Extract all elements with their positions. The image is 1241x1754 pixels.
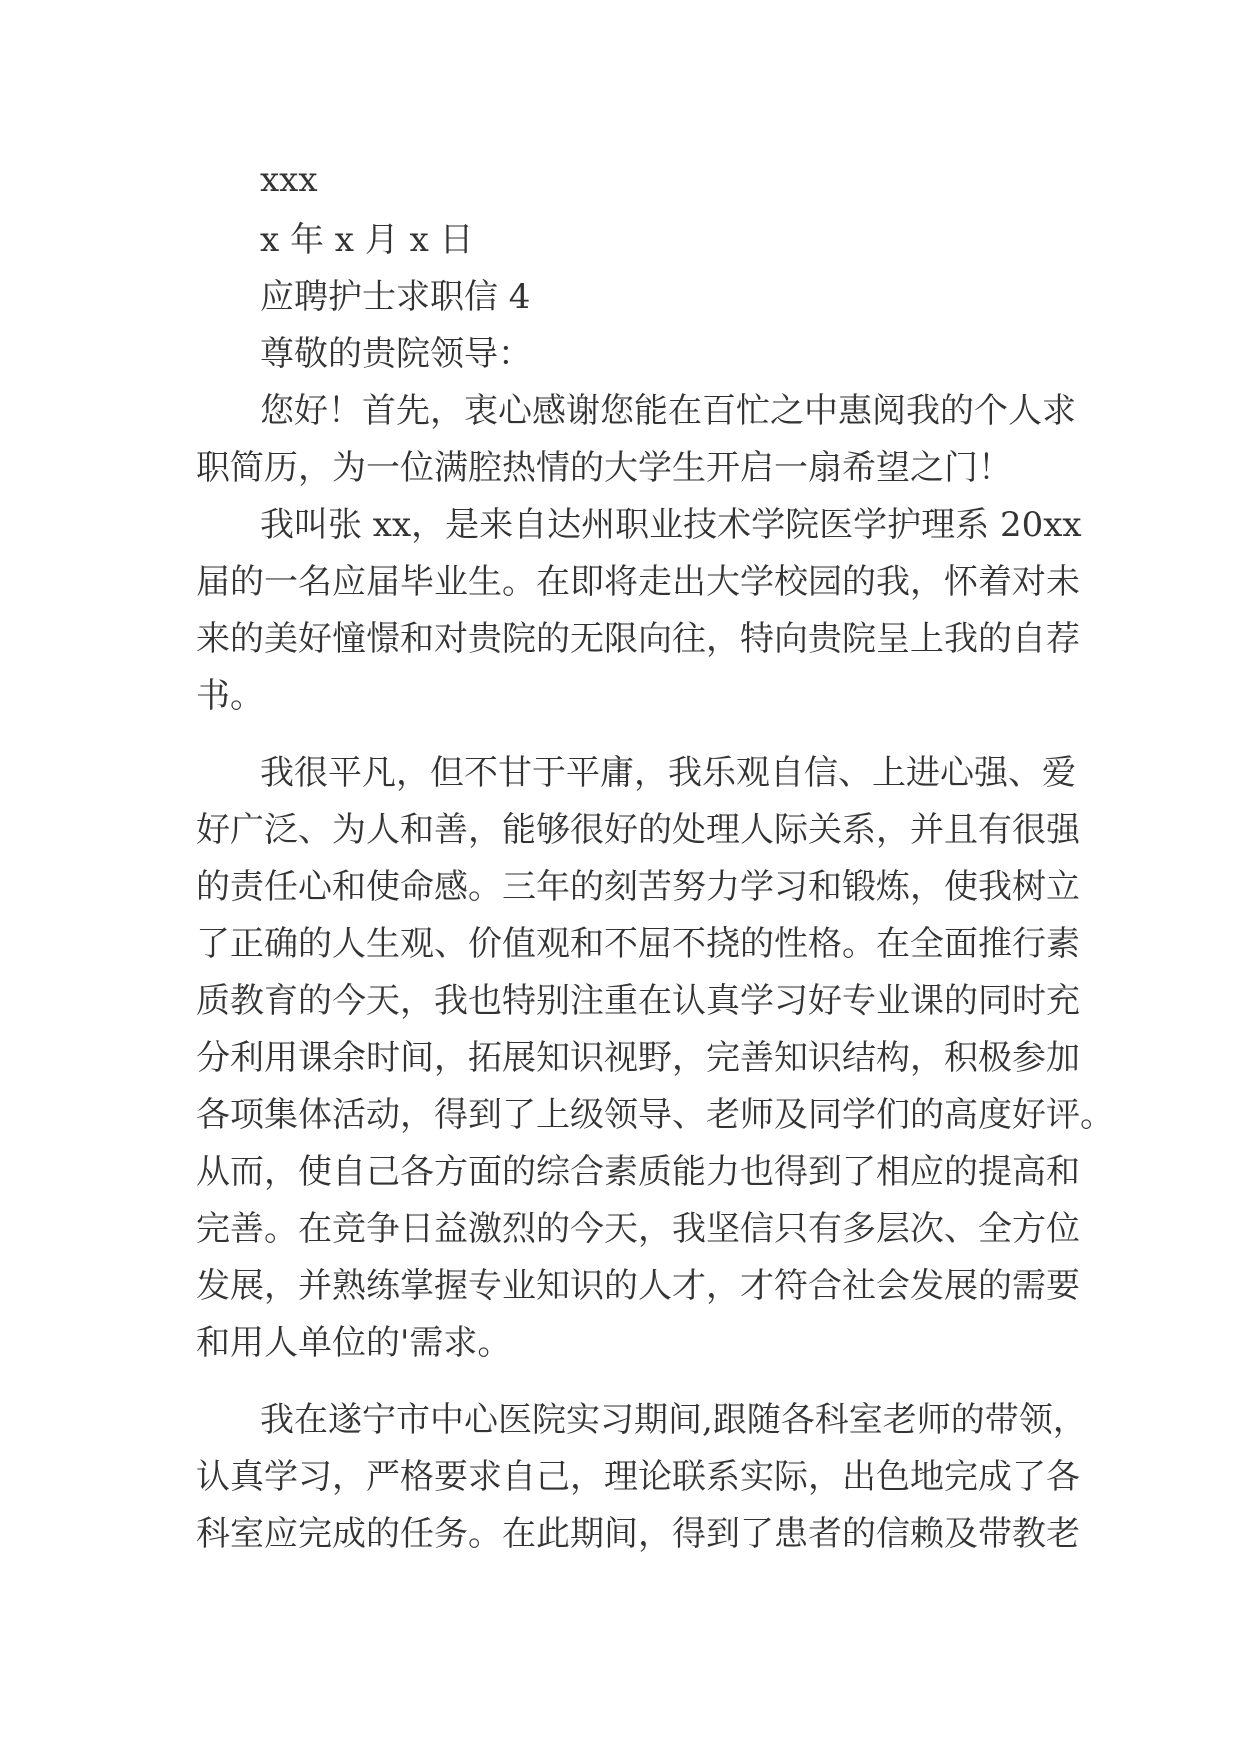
paragraph-line: 完善。在竞争日益激烈的今天，我坚信只有多层次、全方位 — [196, 1209, 1080, 1249]
paragraph-line: 职简历，为一位满腔热情的大学生开启一扇希望之门！ — [196, 448, 1012, 488]
paragraph-line: 认真学习，严格要求自己，理论联系实际，出色地完成了各 — [196, 1457, 1080, 1497]
paragraph-2 — [196, 497, 1082, 725]
letter-body — [196, 160, 1114, 1563]
signature-line: xxx — [260, 160, 318, 200]
paragraph-line: 好广泛、为人和善，能够很好的处理人际关系，并且有很强 — [196, 810, 1080, 850]
date-line: x 年 x 月 x 日 — [260, 220, 474, 260]
paragraph-line: 和用人单位的'需求。 — [196, 1323, 512, 1363]
salutation: 尊敬的贵院领导： — [260, 334, 532, 374]
paragraph-line: 您好！首先，衷心感谢您能在百忙之中惠阅我的个人求 — [260, 391, 1076, 431]
paragraph-line: 各项集体活动，得到了上级领导、老师及同学们的高度好评。 — [196, 1095, 1114, 1135]
paragraph-3 — [196, 745, 1114, 1372]
paragraph-1 — [196, 383, 1076, 497]
paragraph-line: 了正确的人生观、价值观和不屈不挠的性格。在全面推行素 — [196, 924, 1080, 964]
paragraph-line: 科室应完成的任务。在此期间，得到了患者的信赖及带教老 — [196, 1514, 1080, 1554]
paragraph-line: 书。 — [196, 676, 264, 716]
paragraph-line: 我叫张 xx，是来自达州职业技术学院医学护理系 20xx — [260, 505, 1082, 545]
paragraph-line: 质教育的今天，我也特别注重在认真学习好专业课的同时充 — [196, 981, 1080, 1021]
paragraph-line: 我在遂宁市中心医院实习期间,跟随各科室老师的带领， — [260, 1400, 1087, 1440]
paragraph-line: 从而，使自己各方面的综合素质能力也得到了相应的提高和 — [196, 1152, 1080, 1192]
paragraph-4 — [196, 1392, 1087, 1563]
paragraph-line: 发展，并熟练掌握专业知识的人才，才符合社会发展的需要 — [196, 1266, 1080, 1306]
paragraph-line: 来的美好憧憬和对贵院的无限向往，特向贵院呈上我的自荐 — [196, 619, 1080, 659]
paragraph-line: 届的一名应届毕业生。在即将走出大学校园的我，怀着对未 — [196, 562, 1080, 602]
letter-heading: 应聘护士求职信 4 — [260, 277, 531, 317]
paragraph-line: 的责任心和使命感。三年的刻苦努力学习和锻炼，使我树立 — [196, 867, 1080, 907]
paragraph-line: 分利用课余时间，拓展知识视野，完善知识结构，积极参加 — [196, 1038, 1080, 1078]
paragraph-line: 我很平凡，但不甘于平庸，我乐观自信、上进心强、爱 — [260, 753, 1076, 793]
